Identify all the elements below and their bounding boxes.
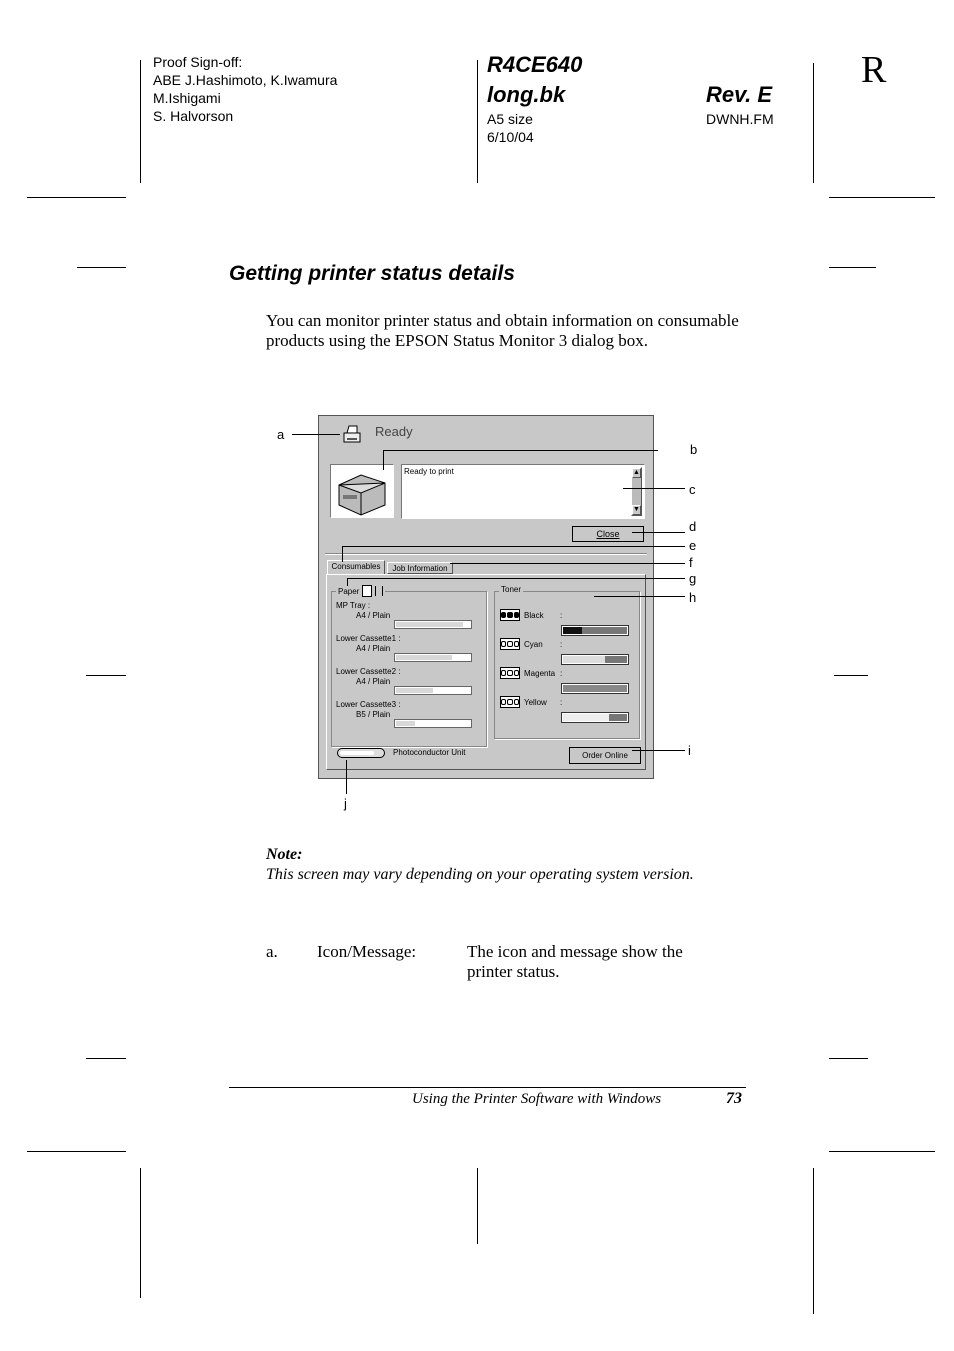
status-label: Ready — [375, 424, 413, 439]
note-heading: Note: — [266, 846, 303, 863]
paper-level-bar — [394, 620, 472, 629]
printer-icon — [341, 424, 363, 446]
crop-mark — [86, 675, 126, 676]
leader-a — [292, 434, 340, 435]
toner-empty-portion — [582, 627, 627, 634]
doc-line1: R4CE640 — [487, 52, 583, 77]
toner-level-bar — [561, 654, 629, 665]
consumables-panel — [326, 574, 646, 770]
paper-source-size: B5 / Plain — [356, 710, 391, 719]
printer-image — [330, 464, 394, 518]
separator — [325, 553, 647, 555]
proof-line: ABE J.Hashimoto, K.Iwamura — [153, 72, 338, 88]
status-message-box — [401, 464, 645, 519]
leader-f — [450, 563, 685, 564]
toner-dot-icon — [514, 641, 519, 647]
toner-dot-icon — [507, 699, 512, 705]
page-number: 73 — [726, 1090, 742, 1107]
status-monitor-dialog — [318, 415, 654, 779]
leader-e-drop — [342, 546, 343, 562]
leader-d — [632, 532, 685, 533]
leader-j — [346, 760, 347, 794]
tab-consumables-label: Consumables — [331, 562, 381, 571]
paper-group-label: Paper — [338, 586, 360, 596]
status-message: Ready to print — [404, 467, 454, 476]
toner-empty-portion — [605, 656, 627, 663]
toner-level-fill — [563, 714, 609, 721]
tab-job-information[interactable] — [387, 562, 453, 574]
close-button[interactable] — [572, 526, 644, 542]
crop-mark — [813, 63, 814, 183]
paper-stack-icon — [375, 586, 383, 596]
crop-mark — [86, 1058, 126, 1059]
paper-icon — [362, 585, 372, 597]
paper-level-bar — [394, 719, 472, 728]
toner-name: Yellow — [524, 698, 547, 707]
toner-cartridge-icon — [500, 696, 520, 708]
crop-mark — [477, 1168, 478, 1244]
callout-c: c — [689, 482, 696, 497]
tab-consumables[interactable] — [327, 560, 385, 574]
crop-mark — [27, 1151, 126, 1152]
crop-mark — [829, 1058, 868, 1059]
toner-dot-icon — [514, 699, 519, 705]
crop-mark — [829, 197, 935, 198]
proof-date: 6/10/04 — [487, 129, 534, 145]
photoconductor-fill — [340, 751, 374, 755]
crop-mark — [140, 1168, 141, 1298]
toner-dot-icon — [507, 670, 512, 676]
toner-colon: : — [560, 640, 563, 649]
crop-mark — [829, 1151, 935, 1152]
callout-e: e — [689, 538, 697, 553]
tab-job-information-label: Job Information — [392, 564, 448, 573]
callout-f: f — [689, 555, 693, 570]
callout-j: j — [344, 796, 347, 811]
crop-mark — [813, 1168, 814, 1314]
callout-d: d — [689, 519, 697, 534]
toner-name: Cyan — [524, 640, 543, 649]
doc-name — [487, 50, 582, 110]
toner-cartridge-icon — [500, 667, 520, 679]
leader-g-drop — [347, 578, 348, 586]
page-size: A5 size — [487, 111, 533, 127]
crop-mark — [77, 267, 126, 268]
callout-a: a — [277, 427, 285, 442]
note-text: This screen may vary depending on your operating system version. — [266, 866, 694, 883]
footer-chapter: Using the Printer Software with Windows — [412, 1091, 662, 1107]
corner-letter: R — [861, 49, 887, 91]
toner-dot-icon — [514, 612, 519, 618]
definition-desc-line: The icon and message show the — [467, 942, 683, 961]
leader-c — [623, 488, 685, 489]
leader-i — [632, 750, 685, 751]
revision: Rev. E — [706, 82, 773, 107]
paper-source-name: Lower Cassette2 : — [336, 667, 401, 676]
toner-group-label: Toner — [501, 585, 522, 594]
scroll-down-icon[interactable]: ▼ — [633, 506, 640, 513]
toner-level-fill — [563, 627, 582, 634]
definition-term: Icon/Message: — [317, 942, 417, 961]
paper-source-size: A4 / Plain — [356, 677, 391, 686]
toner-dot-icon — [514, 670, 519, 676]
paper-level-fill — [396, 655, 452, 660]
callout-g: g — [689, 571, 697, 586]
footer-rule — [229, 1087, 746, 1088]
paper-source-size: A4 / Plain — [356, 611, 391, 620]
doc-line2: long.bk — [487, 82, 566, 107]
paper-level-bar — [394, 686, 472, 695]
toner-dot-icon — [501, 641, 506, 647]
size-date — [487, 110, 534, 146]
toner-name: Black — [524, 611, 544, 620]
toner-cartridge-icon — [500, 638, 520, 650]
paper-level-fill — [396, 721, 415, 726]
photoconductor-gauge — [337, 748, 385, 758]
scroll-up-icon[interactable]: ▲ — [633, 469, 640, 476]
toner-level-bar — [561, 712, 629, 723]
paper-group-title — [336, 585, 385, 597]
intro-paragraph: You can monitor printer status and obtain information on consumable products using the EPSON Status Monitor 3 dialog box. — [266, 311, 739, 350]
close-button-label: Close — [596, 529, 620, 539]
order-online-label: Order Online — [582, 751, 628, 760]
toner-level-bar — [561, 625, 629, 636]
file-name: DWNH.FM — [706, 111, 774, 127]
toner-dot-icon — [507, 612, 512, 618]
leader-e — [342, 546, 685, 547]
definition-desc — [467, 942, 683, 982]
definition-letter: a. — [266, 942, 278, 961]
leader-g — [347, 578, 685, 579]
toner-empty-portion — [609, 714, 627, 721]
paper-source-name: Lower Cassette1 : — [336, 634, 401, 643]
leader-b — [383, 450, 658, 451]
crop-mark — [829, 267, 876, 268]
leader-b-drop — [383, 450, 384, 470]
callout-b: b — [690, 442, 698, 457]
crop-mark — [27, 197, 126, 198]
crop-mark — [477, 60, 478, 183]
callout-i: i — [688, 743, 691, 758]
toner-cartridge-icon — [500, 609, 520, 621]
toner-level-fill — [563, 685, 627, 692]
toner-colon: : — [560, 611, 563, 620]
toner-colon: : — [560, 669, 563, 678]
paper-level-fill — [396, 688, 433, 693]
paper-source-name: MP Tray : — [336, 601, 371, 610]
proof-line: M.Ishigami — [153, 90, 221, 106]
toner-dot-icon — [501, 670, 506, 676]
leader-h — [594, 596, 685, 597]
definition-desc-line: printer status. — [467, 962, 560, 981]
crop-mark — [140, 60, 141, 183]
proof-signoff — [153, 53, 337, 125]
paper-level-bar — [394, 653, 472, 662]
proof-line: S. Halvorson — [153, 108, 234, 124]
proof-line: Proof Sign-off: — [153, 54, 243, 70]
paper-source-name: Lower Cassette3 : — [336, 700, 401, 709]
toner-dot-icon — [507, 641, 512, 647]
photoconductor-label: Photoconductor Unit — [393, 748, 466, 757]
toner-dot-icon — [501, 612, 506, 618]
scrollbar[interactable] — [631, 467, 642, 516]
paper-level-fill — [396, 622, 463, 627]
paper-source-size: A4 / Plain — [356, 644, 391, 653]
section-title: Getting printer status details — [229, 262, 515, 285]
order-online-button[interactable] — [569, 747, 641, 764]
toner-dot-icon — [501, 699, 506, 705]
toner-level-fill — [563, 656, 605, 663]
crop-mark — [834, 675, 868, 676]
toner-level-bar — [561, 683, 629, 694]
toner-name: Magenta — [524, 669, 556, 678]
toner-colon: : — [560, 698, 563, 707]
callout-h: h — [689, 590, 697, 605]
